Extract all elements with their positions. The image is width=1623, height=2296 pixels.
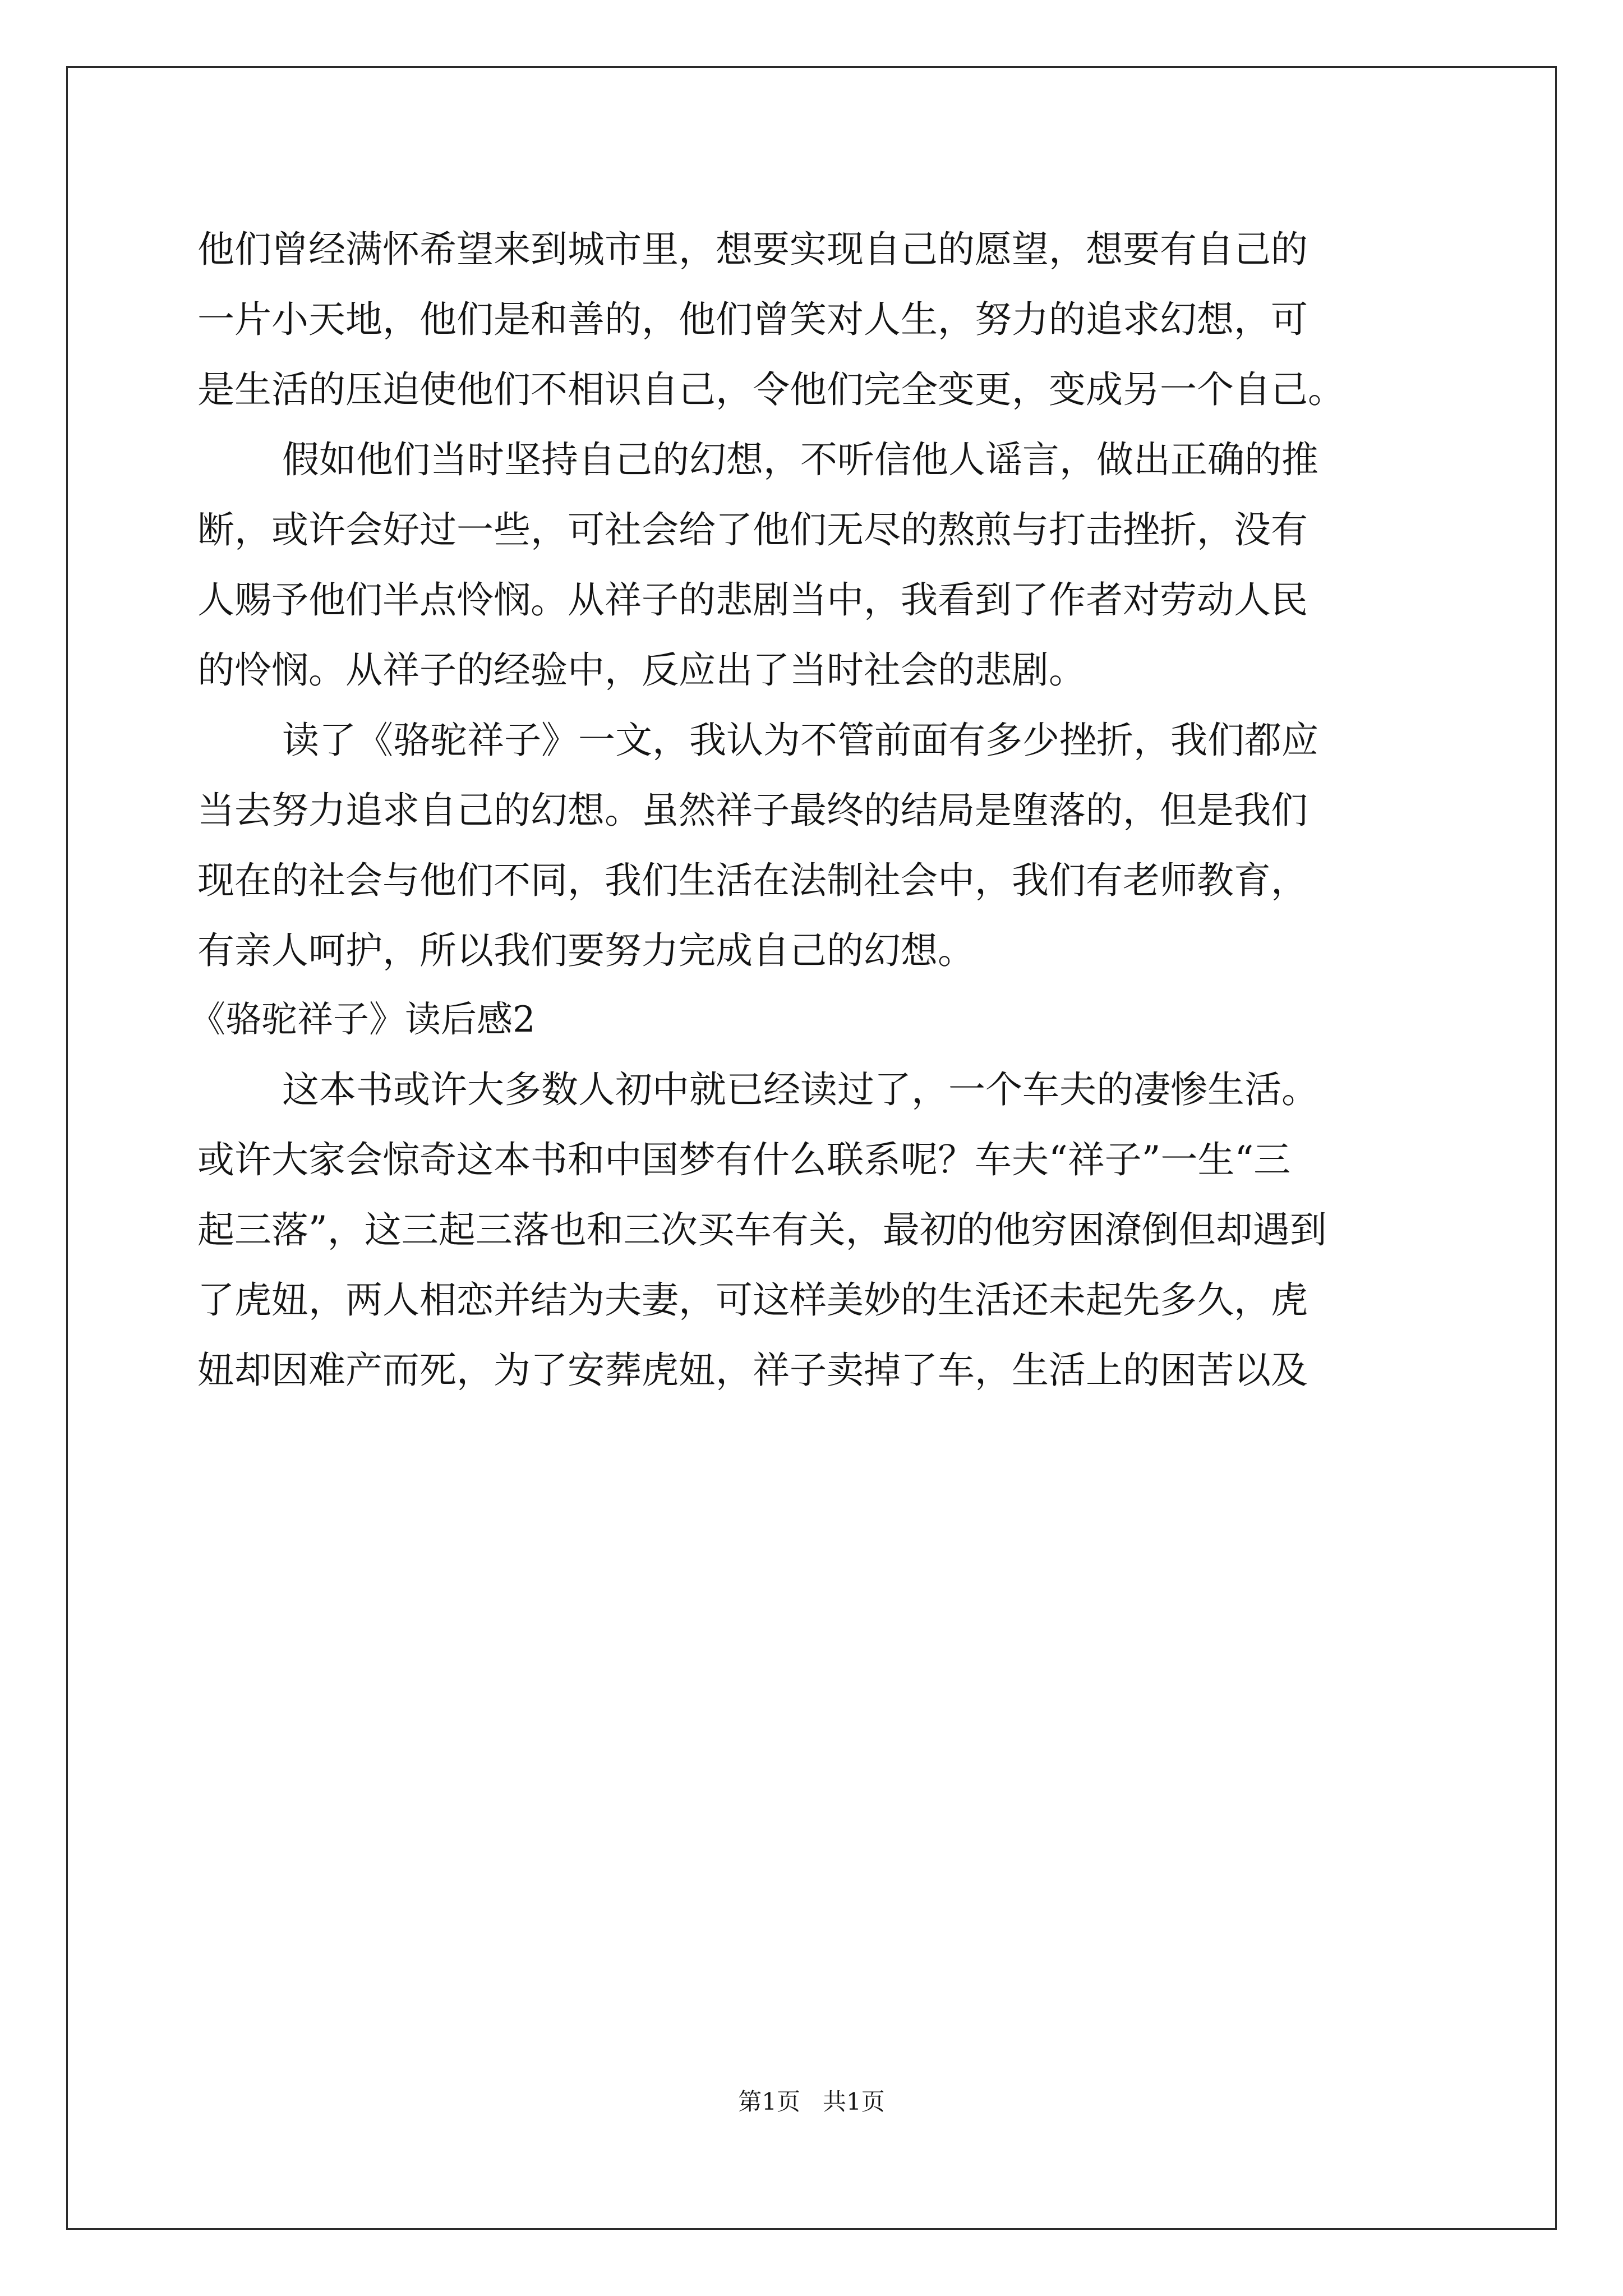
text-line: 假如他们当时坚持自己的幻想，不听信他人谣言，做出正确的推	[282, 438, 1318, 481]
page-footer: 第1页 共1页	[738, 2088, 885, 2115]
text-line: 的怜悯。从祥子的经验中，反应出了当时社会的悲剧。	[197, 648, 1086, 692]
text-line: 人赐予他们半点怜悯。从祥子的悲剧当中，我看到了作者对劳动人民	[197, 578, 1308, 622]
text-line: 读了《骆驼祥子》一文，我认为不管前面有多少挫折，我们都应	[282, 719, 1318, 762]
text-line: 当去努力追求自己的幻想。虽然祥子最终的结局是堕落的，但是我们	[197, 789, 1308, 832]
section-heading: 《骆驼祥子》读后感2	[190, 999, 536, 1041]
text-line: 或许大家会惊奇这本书和中国梦有什么联系呢？车夫“祥子”一生“三	[197, 1138, 1291, 1181]
text-line: 是生活的压迫使他们不相识自己，令他们完全变更，变成另一个自己。	[197, 368, 1345, 411]
text-line: 现在的社会与他们不同，我们生活在法制社会中，我们有老师教育，	[197, 859, 1308, 902]
text-line: 断，或许会好过一些，可社会给了他们无尽的熬煎与打击挫折，没有	[197, 508, 1308, 551]
text-line: 他们曾经满怀希望来到城市里，想要实现自己的愿望，想要有自己的	[197, 228, 1308, 271]
text-line: 有亲人呵护，所以我们要努力完成自己的幻想。	[197, 929, 975, 972]
text-line: 这本书或许大多数人初中就已经读过了，一个车夫的凄惨生活。	[282, 1068, 1318, 1111]
text-line: 妞却因难产而死，为了安葬虎妞，祥子卖掉了车，生活上的困苦以及	[197, 1349, 1308, 1392]
text-line: 了虎妞，两人相恋并结为夫妻，可这样美妙的生活还未起先多久，虎	[197, 1278, 1308, 1322]
text-line: 一片小天地，他们是和善的，他们曾笑对人生，努力的追求幻想，可	[197, 298, 1308, 341]
text-line: 起三落”，这三起三落也和三次买车有关，最初的他穷困潦倒但却遇到	[197, 1208, 1327, 1251]
